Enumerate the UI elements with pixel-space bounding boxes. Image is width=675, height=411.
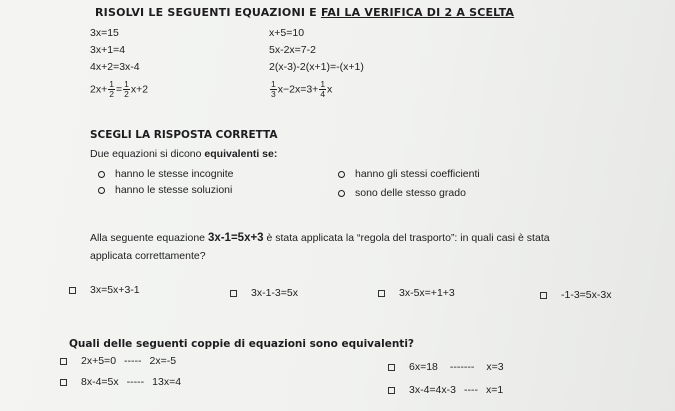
- equation-left-3: 4x+2=3x-4: [90, 61, 140, 73]
- checkbox-icon[interactable]: [60, 379, 67, 386]
- page-title: [95, 6, 514, 19]
- option-stessi-coefficienti[interactable]: hanno gli stessi coefficienti: [338, 168, 480, 180]
- checkbox-icon[interactable]: [388, 387, 395, 394]
- title-part2: FAI LA VERIFICA DI 2 A SCELTA: [320, 6, 515, 19]
- checkbox-icon[interactable]: [378, 290, 385, 297]
- option-trasporto-3[interactable]: 3x-5x=+1+3: [378, 287, 455, 299]
- pair-option-3[interactable]: 6x=18 ------- x=3: [388, 361, 504, 373]
- checkbox-icon[interactable]: [60, 358, 67, 365]
- pair-option-4[interactable]: 3x-4=4x-3 ---- x=1: [388, 384, 503, 396]
- checkbox-icon[interactable]: [388, 364, 395, 371]
- radio-icon[interactable]: [338, 171, 345, 178]
- option-stesso-grado[interactable]: sono delle stesso grado: [338, 187, 466, 199]
- option-trasporto-4[interactable]: -1-3=5x-3x: [540, 289, 611, 301]
- checkbox-icon[interactable]: [540, 292, 547, 299]
- fraction: $\frac{1}{2}$: [124, 79, 129, 99]
- pair-option-2[interactable]: 8x-4=5x ----- 13x=4: [60, 376, 181, 388]
- section-heading: SCEGLI LA RISPOSTA CORRETTA: [90, 129, 278, 141]
- radio-icon[interactable]: [98, 187, 105, 194]
- option-trasporto-1[interactable]: 3x=5x+3-1: [69, 284, 140, 296]
- equation-right-3: 2(x-3)-2(x+1)=-(x+1): [269, 61, 364, 73]
- question-trasporto-line2: applicata correttamente?: [90, 250, 206, 262]
- option-stesse-soluzioni[interactable]: hanno le stesse soluzioni: [98, 184, 232, 196]
- equation-left-4: 2x+ $\frac{1}{2}$ = $\frac{1}{2}$ x+2: [90, 79, 149, 99]
- option-trasporto-2[interactable]: 3x-1-3=5x: [230, 287, 298, 299]
- equation-left-1: 3x=15: [90, 27, 119, 39]
- equation-right-4: $\frac{1}{3}$ x−2x=3+ $\frac{1}{4}$ x: [271, 79, 333, 99]
- question-coppie: Quali delle seguenti coppie di equazioni sono equivalenti?: [69, 338, 415, 350]
- equation-right-2: 5x-2x=7-2: [269, 44, 316, 56]
- fraction: $\frac{1}{3}$: [271, 79, 276, 99]
- radio-icon[interactable]: [338, 190, 345, 197]
- question-trasporto: Alla seguente equazione 3x-1=5x+3 è stata applicata la “regola del trasporto”: in quali casi è stata: [90, 232, 550, 244]
- checkbox-icon[interactable]: [69, 287, 76, 294]
- pair-option-1[interactable]: 2x+5=0 ----- 2x=-5: [60, 355, 176, 367]
- radio-icon[interactable]: [98, 171, 105, 178]
- option-stesse-incognite[interactable]: hanno le stesse incognite: [98, 168, 234, 180]
- equation-left-2: 3x+1=4: [90, 44, 126, 56]
- checkbox-icon[interactable]: [230, 290, 237, 297]
- fraction: $\frac{1}{2}$: [109, 79, 114, 99]
- question-equivalenti: Due equazioni si dicono equivalenti se:: [90, 148, 278, 160]
- title-part1: RISOLVI LE SEGUENTI EQUAZIONI E: [95, 6, 321, 19]
- fraction: $\frac{1}{4}$: [320, 79, 326, 99]
- equation-right-1: x+5=10: [269, 27, 305, 39]
